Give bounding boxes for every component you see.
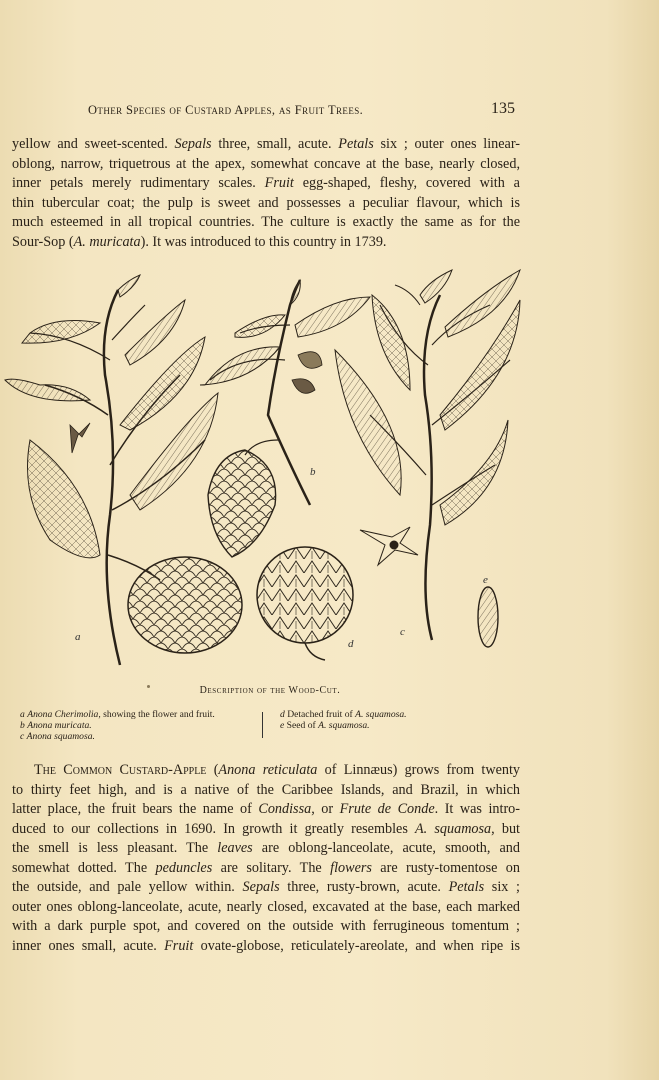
text-line bbox=[12, 800, 520, 820]
italic-term: Petals bbox=[448, 879, 485, 895]
text-run: inner petals merely rudimentary scales. bbox=[12, 175, 265, 191]
legend-species: A. squamosa. bbox=[355, 709, 407, 720]
text-run: oblong, narrow, triquetrous at the apex, somewhat concave at the base, nearly closed, bbox=[12, 155, 520, 172]
italic-term: A. squamosa bbox=[415, 820, 492, 837]
italic-term: Sepals bbox=[174, 136, 212, 152]
italic-term: Fruit bbox=[264, 175, 294, 191]
figure-label-b: b bbox=[310, 466, 316, 478]
italic-term: A. muricata bbox=[73, 233, 141, 250]
legend-note: Detached fruit of bbox=[284, 709, 356, 720]
legend-item bbox=[20, 709, 260, 720]
text-run: egg-shaped, fleshy, covered with a bbox=[293, 175, 520, 191]
legend-letter: b bbox=[20, 720, 25, 731]
legend-species: Anona squamosa. bbox=[26, 731, 95, 742]
text-run: are rusty-tomentose on bbox=[371, 859, 520, 876]
text-line bbox=[12, 233, 520, 253]
text-run: three, rusty-brown, acute. bbox=[279, 879, 449, 895]
figure-label-a: a bbox=[75, 631, 81, 643]
text-line bbox=[12, 898, 520, 918]
text-run: of Linnæus) grows from twenty bbox=[317, 762, 520, 778]
legend-letter: e bbox=[280, 720, 285, 731]
italic-term: Sepals bbox=[242, 879, 280, 895]
figure-legend-left bbox=[20, 709, 260, 742]
italic-term: flowers bbox=[330, 859, 372, 876]
text-run: duced to our collections in 1690. In growth it greatly resembles bbox=[12, 820, 416, 837]
text-line bbox=[12, 878, 520, 898]
figure-legend-right bbox=[280, 709, 500, 731]
legend-species: Anona muricata. bbox=[27, 720, 92, 731]
text-line bbox=[12, 135, 520, 155]
text-run: the smell is less pleasant. The bbox=[12, 840, 218, 856]
italic-term: Frute de Conde bbox=[339, 801, 435, 817]
text-run: latter place, the fruit bears the name of bbox=[12, 801, 259, 817]
text-run: much esteemed in all tropical countries. The culture is exactly the same as for the bbox=[12, 214, 520, 230]
text-line bbox=[12, 213, 520, 233]
small-caps-heading: The Common Custard-Apple bbox=[34, 762, 207, 778]
legend-letter: c bbox=[20, 731, 25, 742]
italic-term: Petals bbox=[338, 136, 374, 152]
text-run: , or bbox=[311, 801, 340, 817]
text-run: yellow and sweet-scented. bbox=[12, 136, 175, 152]
text-line bbox=[12, 937, 520, 957]
figure-label-d: d bbox=[348, 638, 354, 650]
figure-label-e: e bbox=[483, 574, 488, 586]
italic-term: peduncles bbox=[155, 859, 213, 876]
text-run: are oblong-lanceolate, acute, smooth, and bbox=[252, 840, 520, 856]
legend-item bbox=[280, 720, 500, 731]
text-run: ( bbox=[206, 762, 219, 778]
legend-species: A. squamosa. bbox=[318, 720, 370, 731]
text-run: thin tubercular coat; the pulp is sweet and possesses a peculiar flavour, which is bbox=[12, 194, 520, 211]
legend-letter: d bbox=[280, 709, 285, 720]
text-line bbox=[12, 917, 520, 937]
text-run: six ; bbox=[484, 879, 520, 895]
text-run: ovate-globose, reticulately-areolate, and when ripe is bbox=[193, 937, 520, 954]
text-line bbox=[12, 155, 520, 175]
paragraph-2 bbox=[12, 761, 520, 956]
legend-note: Seed of bbox=[284, 720, 319, 731]
text-line bbox=[12, 839, 520, 859]
paragraph-1 bbox=[12, 135, 520, 252]
running-head bbox=[0, 100, 659, 123]
text-line bbox=[12, 194, 520, 214]
text-run: . It was intro- bbox=[434, 801, 520, 817]
text-run: , but bbox=[491, 820, 520, 837]
woodcut-illustration bbox=[0, 265, 540, 675]
text-run: with a dark purple spot, and covered on the outside with ferrugineous tomentum ; bbox=[12, 918, 520, 934]
text-line bbox=[12, 859, 520, 879]
branch-anona-cherimolia bbox=[5, 275, 242, 665]
page-number: 135 bbox=[491, 100, 515, 117]
text-run: inner ones small, acute. bbox=[12, 937, 165, 954]
text-run: Sour-Sop ( bbox=[12, 233, 74, 250]
legend-species: Anona Cherimolia, bbox=[27, 709, 101, 720]
italic-term: leaves bbox=[217, 840, 253, 856]
legend-divider bbox=[262, 712, 263, 738]
text-run: outer ones oblong-lanceolate, acute, nearly closed, excavated at the base, each marked bbox=[12, 898, 520, 915]
text-run: three, small, acute. bbox=[211, 136, 339, 152]
italic-term: Anona reticulata bbox=[218, 762, 318, 778]
legend-item bbox=[280, 709, 500, 720]
text-run: are solitary. The bbox=[212, 859, 331, 876]
legend-item bbox=[20, 731, 260, 742]
legend-item bbox=[20, 720, 260, 731]
text-run: six ; outer ones linear- bbox=[373, 136, 520, 152]
text-line bbox=[12, 820, 520, 840]
text-run: the outside, and pale yellow within. bbox=[12, 879, 243, 895]
running-title: Other Species of Custard Apples, as Fruit Trees. bbox=[88, 103, 364, 117]
branch-anona-muricata bbox=[200, 280, 370, 557]
italic-term: Condissa bbox=[258, 801, 312, 817]
text-line bbox=[12, 781, 520, 801]
figure-caption-title: Description of the Wood-Cut. bbox=[199, 685, 341, 696]
text-line bbox=[12, 761, 520, 781]
text-run: to thirty feet high, and is a native of the Caribbee Islands, and Brazil, in which bbox=[12, 781, 520, 798]
text-line bbox=[12, 174, 520, 194]
text-run: somewhat dotted. The bbox=[12, 859, 156, 876]
figure-label-c: c bbox=[400, 626, 405, 638]
legend-note: showing the flower and fruit. bbox=[100, 709, 215, 720]
legend-letter: a bbox=[20, 709, 25, 720]
text-run: ). It was introduced to this country in 1739. bbox=[140, 233, 387, 250]
italic-term: Fruit bbox=[164, 937, 194, 954]
